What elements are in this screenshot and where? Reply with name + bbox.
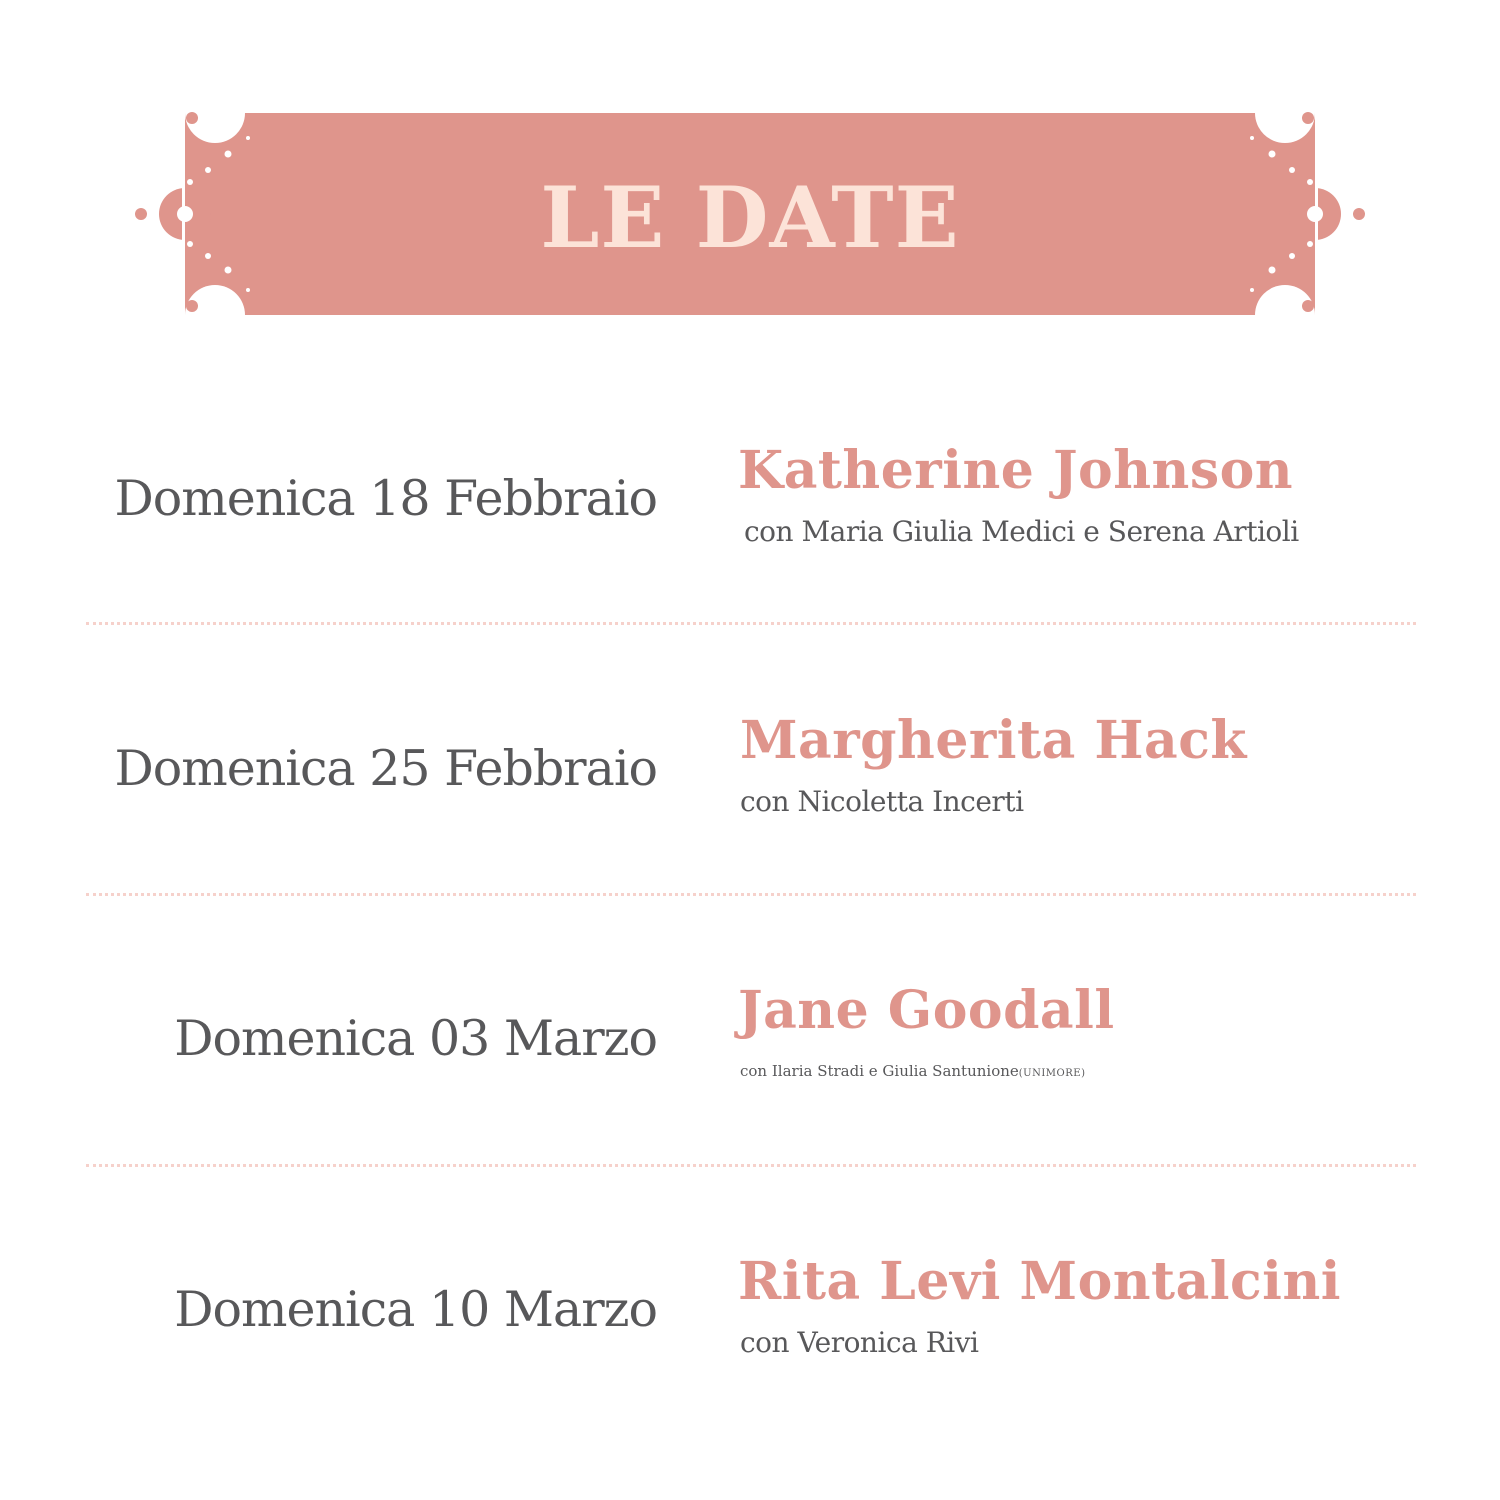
event-row [0,430,1500,580]
event-guests-text: con Ilaria Stradi e Giulia Santunione [740,1062,1019,1080]
event-guests-affiliation: (UNIMORE) [1018,1068,1086,1079]
event-date: Domenica 10 Marzo [174,1281,657,1338]
event-row [0,700,1500,850]
event-row [0,1241,1500,1391]
event-name: Jane Goodall [738,980,1115,1041]
event-guests: con Veronica Rivi [740,1326,979,1359]
event-name: Margherita Hack [740,710,1247,771]
page-title: LE DATE [540,167,960,267]
event-guests: con Nicoletta Incerti [740,785,1024,818]
event-name: Rita Levi Montalcini [738,1251,1341,1312]
dotted-divider [86,622,1416,625]
dotted-divider [86,1164,1416,1167]
event-date: Domenica 03 Marzo [174,1010,657,1067]
title-banner [130,110,1370,320]
event-date: Domenica 25 Febbraio [114,740,657,797]
event-row [0,970,1500,1120]
event-date: Domenica 18 Febbraio [114,470,657,527]
event-guests: con Maria Giulia Medici e Serena Artioli [744,515,1299,548]
event-name: Katherine Johnson [738,440,1294,501]
dotted-divider [86,893,1416,896]
event-guests [740,1062,1085,1080]
